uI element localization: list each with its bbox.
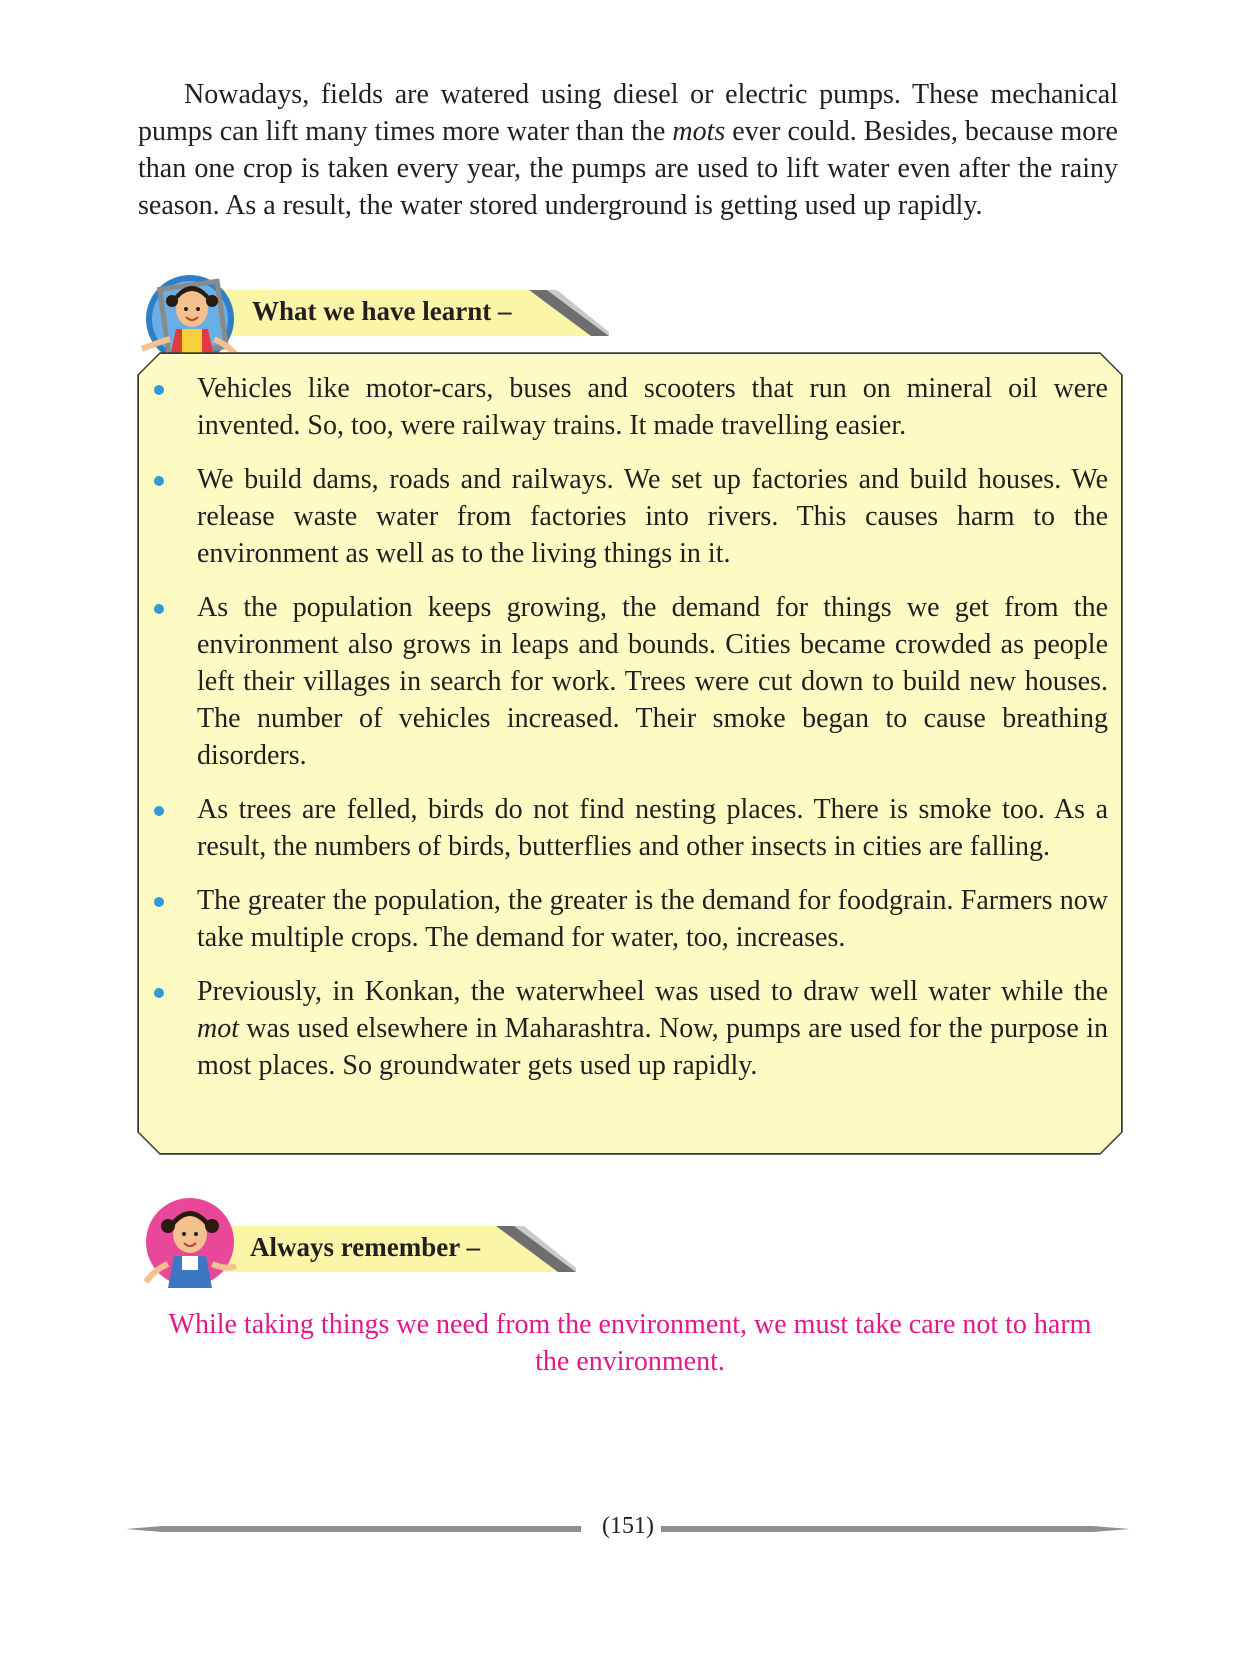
remember-ribbon-icon <box>496 1226 576 1272</box>
bullet-dot-icon <box>154 897 164 907</box>
learnt-ribbon-icon <box>529 290 609 336</box>
page-number: (151) <box>602 1513 654 1539</box>
remember-heading: Always remember – <box>250 1232 480 1262</box>
intro-italic-mots: mots <box>672 116 726 147</box>
list-item <box>150 882 1108 956</box>
list-item-text: We build dams, roads and railways. We set up factories and build houses. We release waste water from factories into rivers. This causes harm to the environment as well as to the living things in it. <box>197 464 1108 569</box>
list-item-text: The greater the population, the greater is the demand for foodgrain. Farmers now take multiple crops. The demand for water, too, increases. <box>197 885 1108 953</box>
bullet-dot-icon <box>154 385 164 395</box>
list-item-text-part1: Previously, in Konkan, the waterwheel was used to draw well water while the <box>197 976 1108 1007</box>
list-item <box>150 791 1108 865</box>
bullet-dot-icon <box>154 988 164 998</box>
list-item-text-part2: was used elsewhere in Maharashtra. Now, pumps are used for the purpose in most places. So groundwater gets used up rapidly. <box>197 1013 1108 1081</box>
intro-text-part2: ever could. Besides, because more than one crop is taken every year, the pumps are used to lift water even after the rainy season. As a result, the water stored underground is getting used up rapidly. <box>138 116 1118 221</box>
list-item-text: Vehicles like motor-cars, buses and scooters that run on mineral oil were invented. So, too, were railway trains. It made travelling easier. <box>197 373 1108 441</box>
list-item-italic-mot: mot <box>197 1013 239 1044</box>
list-item-text: As the population keeps growing, the demand for things we get from the environment also grows in leaps and bounds. Cities became crowded as people left their villages in search for work. Trees were cut down to build new houses. The number of vehicles increased. Their smoke began to cause breathing disorders. <box>197 592 1108 771</box>
learnt-heading: What we have learnt – <box>252 296 512 326</box>
learnt-list <box>150 370 1108 1101</box>
bullet-dot-icon <box>154 604 164 614</box>
remember-text: While taking things we need from the environment, we must take care not to harm the environment. <box>168 1309 1092 1377</box>
intro-paragraph <box>138 76 1118 224</box>
list-item <box>150 589 1108 774</box>
list-item <box>150 973 1108 1084</box>
list-item <box>150 461 1108 572</box>
page-footer <box>126 1513 1130 1543</box>
bullet-dot-icon <box>154 806 164 816</box>
list-item-text: As trees are felled, birds do not find nesting places. There is smoke too. As a result, the numbers of birds, butterflies and other insects in cities are falling. <box>197 794 1108 862</box>
girl-presenting-icon <box>138 1196 242 1296</box>
list-item <box>150 370 1108 444</box>
intro-text-part1: Nowadays, fields are watered using diesel or electric pumps. These mechanical pumps can lift many times more water than the <box>138 79 1118 147</box>
bullet-dot-icon <box>154 476 164 486</box>
